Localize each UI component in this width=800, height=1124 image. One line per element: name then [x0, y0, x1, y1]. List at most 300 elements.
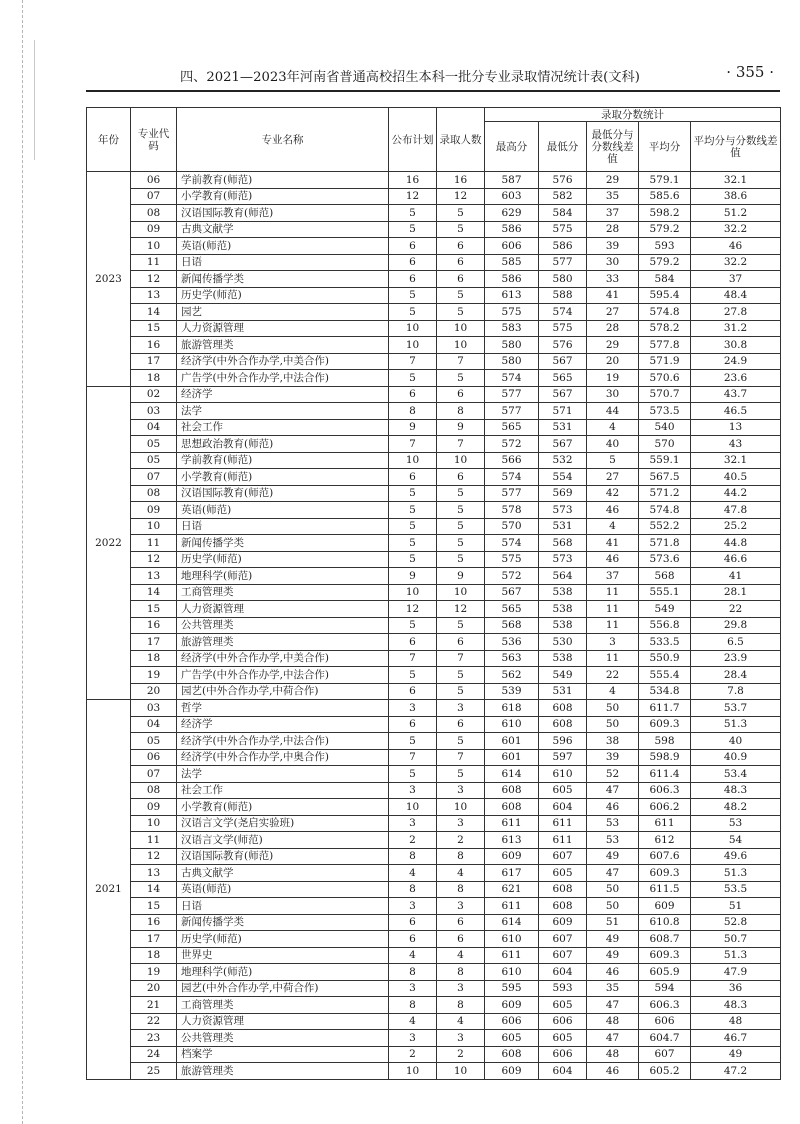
- table-row: [87, 353, 781, 370]
- cell-admitted: 5: [437, 205, 485, 222]
- cell-code: 05: [131, 436, 177, 453]
- cell-avg-over-line: 46: [691, 238, 781, 255]
- cell-max: 570: [485, 518, 539, 535]
- cell-plan: 7: [389, 650, 437, 667]
- cell-min: 575: [539, 221, 587, 238]
- cell-min-over-line: 46: [587, 502, 639, 519]
- cell-max: 572: [485, 568, 539, 585]
- cell-min-over-line: 49: [587, 848, 639, 865]
- cell-plan: 9: [389, 419, 437, 436]
- cell-min: 604: [539, 799, 587, 816]
- cell-plan: 5: [389, 535, 437, 552]
- cell-plan: 10: [389, 584, 437, 601]
- cell-avg: 533.5: [639, 634, 691, 651]
- cell-avg: 549: [639, 601, 691, 618]
- cell-code: 04: [131, 419, 177, 436]
- cell-plan: 9: [389, 568, 437, 585]
- cell-avg-over-line: 32.1: [691, 452, 781, 469]
- cell-admitted: 6: [437, 914, 485, 931]
- table-row: [87, 832, 781, 849]
- table-row: [87, 568, 781, 585]
- cell-avg-over-line: 50.7: [691, 931, 781, 948]
- cell-name: 日语: [177, 254, 389, 271]
- cell-min-over-line: 53: [587, 832, 639, 849]
- cell-avg-over-line: 36: [691, 980, 781, 997]
- cell-plan: 5: [389, 221, 437, 238]
- cell-avg: 609.3: [639, 716, 691, 733]
- cell-max: 609: [485, 1063, 539, 1080]
- cell-name: 经济学: [177, 386, 389, 403]
- cell-admitted: 9: [437, 419, 485, 436]
- cell-min-over-line: 11: [587, 650, 639, 667]
- cell-name: 汉语国际教育(师范): [177, 848, 389, 865]
- col-avg-over-line: 平均分与分数线差值: [691, 122, 781, 172]
- cell-max: 601: [485, 733, 539, 750]
- cell-admitted: 7: [437, 650, 485, 667]
- cell-code: 02: [131, 386, 177, 403]
- cell-plan: 5: [389, 733, 437, 750]
- cell-code: 07: [131, 188, 177, 205]
- cell-admitted: 5: [437, 667, 485, 684]
- cell-avg: 577.8: [639, 337, 691, 354]
- table-row: [87, 320, 781, 337]
- cell-max: 577: [485, 403, 539, 420]
- cell-admitted: 8: [437, 881, 485, 898]
- cell-max: 608: [485, 799, 539, 816]
- cell-code: 15: [131, 898, 177, 915]
- cell-plan: 5: [389, 205, 437, 222]
- cell-min-over-line: 29: [587, 172, 639, 189]
- cell-avg: 605.2: [639, 1063, 691, 1080]
- cell-avg-over-line: 41: [691, 568, 781, 585]
- table-row: [87, 337, 781, 354]
- cell-max: 565: [485, 601, 539, 618]
- cell-avg: 606: [639, 1013, 691, 1030]
- cell-code: 16: [131, 617, 177, 634]
- cell-min: 569: [539, 485, 587, 502]
- cell-avg-over-line: 40.9: [691, 749, 781, 766]
- admission-stats-table: [86, 107, 781, 1080]
- cell-min: 611: [539, 832, 587, 849]
- cell-admitted: 10: [437, 799, 485, 816]
- cell-admitted: 6: [437, 271, 485, 288]
- cell-avg: 585.6: [639, 188, 691, 205]
- cell-max: 583: [485, 320, 539, 337]
- cell-min: 606: [539, 1046, 587, 1063]
- cell-name: 园艺: [177, 304, 389, 321]
- cell-min-over-line: 27: [587, 469, 639, 486]
- cell-plan: 6: [389, 254, 437, 271]
- col-name: 专业名称: [177, 108, 389, 172]
- cell-min-over-line: 50: [587, 881, 639, 898]
- cell-name: 历史学(师范): [177, 287, 389, 304]
- cell-admitted: 3: [437, 898, 485, 915]
- cell-admitted: 6: [437, 254, 485, 271]
- cell-min: 576: [539, 337, 587, 354]
- cell-code: 20: [131, 683, 177, 700]
- cell-max: 567: [485, 584, 539, 601]
- table-row: [87, 733, 781, 750]
- table-row: [87, 551, 781, 568]
- cell-max: 595: [485, 980, 539, 997]
- cell-avg-over-line: 32.1: [691, 172, 781, 189]
- cell-plan: 7: [389, 353, 437, 370]
- cell-plan: 8: [389, 964, 437, 981]
- cell-min: 608: [539, 898, 587, 915]
- cell-code: 13: [131, 865, 177, 882]
- cell-name: 小学教育(师范): [177, 188, 389, 205]
- cell-code: 19: [131, 964, 177, 981]
- cell-name: 新闻传播学类: [177, 914, 389, 931]
- cell-min-over-line: 33: [587, 271, 639, 288]
- cell-admitted: 4: [437, 947, 485, 964]
- cell-avg-over-line: 44.8: [691, 535, 781, 552]
- cell-avg: 605.9: [639, 964, 691, 981]
- cell-name: 人力资源管理: [177, 1013, 389, 1030]
- cell-avg: 573.6: [639, 551, 691, 568]
- cell-name: 法学: [177, 766, 389, 783]
- cell-min: 532: [539, 452, 587, 469]
- cell-min: 538: [539, 617, 587, 634]
- cell-plan: 12: [389, 188, 437, 205]
- cell-plan: 2: [389, 832, 437, 849]
- cell-name: 世界史: [177, 947, 389, 964]
- cell-min: 531: [539, 518, 587, 535]
- cell-plan: 12: [389, 601, 437, 618]
- cell-avg: 574.8: [639, 502, 691, 519]
- cell-name: 人力资源管理: [177, 320, 389, 337]
- cell-admitted: 10: [437, 452, 485, 469]
- cell-code: 11: [131, 535, 177, 552]
- cell-min: 531: [539, 683, 587, 700]
- cell-name: 英语(师范): [177, 881, 389, 898]
- cell-min-over-line: 29: [587, 337, 639, 354]
- col-score-group: 录取分数统计: [485, 108, 781, 122]
- cell-avg: 568: [639, 568, 691, 585]
- table-row: [87, 931, 781, 948]
- cell-admitted: 12: [437, 188, 485, 205]
- cell-max: 574: [485, 370, 539, 387]
- cell-code: 09: [131, 799, 177, 816]
- cell-admitted: 10: [437, 337, 485, 354]
- cell-name: 新闻传播学类: [177, 271, 389, 288]
- cell-max: 586: [485, 271, 539, 288]
- cell-avg-over-line: 32.2: [691, 254, 781, 271]
- cell-avg-over-line: 31.2: [691, 320, 781, 337]
- cell-min: 584: [539, 205, 587, 222]
- table-row: [87, 848, 781, 865]
- cell-max: 574: [485, 535, 539, 552]
- cell-min-over-line: 47: [587, 782, 639, 799]
- cell-avg-over-line: 47.9: [691, 964, 781, 981]
- cell-admitted: 3: [437, 782, 485, 799]
- cell-admitted: 6: [437, 386, 485, 403]
- cell-min-over-line: 51: [587, 914, 639, 931]
- cell-min: 607: [539, 848, 587, 865]
- cell-avg: 594: [639, 980, 691, 997]
- table-row: [87, 980, 781, 997]
- cell-code: 15: [131, 320, 177, 337]
- table-row: [87, 766, 781, 783]
- col-min: 最低分: [539, 122, 587, 172]
- cell-avg-over-line: 53: [691, 815, 781, 832]
- cell-admitted: 7: [437, 436, 485, 453]
- cell-name: 历史学(师范): [177, 551, 389, 568]
- cell-avg-over-line: 32.2: [691, 221, 781, 238]
- cell-name: 经济学(中外合作办学,中奥合作): [177, 749, 389, 766]
- cell-avg-over-line: 49.6: [691, 848, 781, 865]
- cell-avg-over-line: 47.2: [691, 1063, 781, 1080]
- cell-code: 12: [131, 271, 177, 288]
- cell-min: 606: [539, 1013, 587, 1030]
- cell-avg-over-line: 51.3: [691, 865, 781, 882]
- cell-name: 档案学: [177, 1046, 389, 1063]
- cell-max: 562: [485, 667, 539, 684]
- cell-admitted: 5: [437, 518, 485, 535]
- table-row: [87, 205, 781, 222]
- cell-avg: 598: [639, 733, 691, 750]
- cell-min: 568: [539, 535, 587, 552]
- year-cell: 2021: [87, 700, 131, 1080]
- page-header: [86, 62, 780, 86]
- cell-avg: 555.1: [639, 584, 691, 601]
- cell-min-over-line: 50: [587, 700, 639, 717]
- cell-plan: 6: [389, 634, 437, 651]
- cell-avg: 584: [639, 271, 691, 288]
- cell-avg: 606.3: [639, 782, 691, 799]
- cell-code: 05: [131, 452, 177, 469]
- cell-max: 608: [485, 782, 539, 799]
- table-row: [87, 469, 781, 486]
- cell-name: 旅游管理类: [177, 1063, 389, 1080]
- cell-avg-over-line: 43: [691, 436, 781, 453]
- cell-admitted: 5: [437, 287, 485, 304]
- col-max: 最高分: [485, 122, 539, 172]
- cell-avg-over-line: 40: [691, 733, 781, 750]
- cell-plan: 7: [389, 436, 437, 453]
- cell-avg-over-line: 23.9: [691, 650, 781, 667]
- cell-max: 587: [485, 172, 539, 189]
- table-row: [87, 238, 781, 255]
- cell-avg-over-line: 7.8: [691, 683, 781, 700]
- cell-plan: 3: [389, 898, 437, 915]
- cell-code: 13: [131, 287, 177, 304]
- cell-avg: 556.8: [639, 617, 691, 634]
- cell-min: 607: [539, 931, 587, 948]
- cell-code: 19: [131, 667, 177, 684]
- table-row: [87, 634, 781, 651]
- cell-code: 24: [131, 1046, 177, 1063]
- cell-min-over-line: 44: [587, 403, 639, 420]
- cell-min: 573: [539, 502, 587, 519]
- cell-admitted: 5: [437, 551, 485, 568]
- cell-max: 580: [485, 353, 539, 370]
- binding-margin-line: [22, 0, 23, 1124]
- cell-min-over-line: 49: [587, 947, 639, 964]
- cell-name: 历史学(师范): [177, 931, 389, 948]
- cell-min: 538: [539, 584, 587, 601]
- cell-code: 08: [131, 485, 177, 502]
- cell-avg-over-line: 51: [691, 898, 781, 915]
- table-row: [87, 865, 781, 882]
- table-row: [87, 749, 781, 766]
- cell-avg-over-line: 13: [691, 419, 781, 436]
- cell-max: 610: [485, 964, 539, 981]
- table-row: [87, 386, 781, 403]
- cell-avg-over-line: 48.3: [691, 997, 781, 1014]
- cell-avg-over-line: 46.5: [691, 403, 781, 420]
- table-body: [87, 172, 781, 1080]
- cell-name: 经济学(中外合作办学,中美合作): [177, 650, 389, 667]
- cell-avg: 574.8: [639, 304, 691, 321]
- cell-avg: 609.3: [639, 865, 691, 882]
- cell-name: 小学教育(师范): [177, 469, 389, 486]
- year-cell: 2022: [87, 386, 131, 700]
- cell-min: 573: [539, 551, 587, 568]
- cell-plan: 4: [389, 947, 437, 964]
- cell-plan: 6: [389, 271, 437, 288]
- cell-admitted: 10: [437, 320, 485, 337]
- cell-min-over-line: 30: [587, 254, 639, 271]
- cell-admitted: 5: [437, 485, 485, 502]
- cell-code: 15: [131, 601, 177, 618]
- cell-code: 03: [131, 700, 177, 717]
- cell-avg: 552.2: [639, 518, 691, 535]
- cell-code: 25: [131, 1063, 177, 1080]
- table-row: [87, 518, 781, 535]
- cell-min: 605: [539, 1030, 587, 1047]
- cell-min: 596: [539, 733, 587, 750]
- table-row: [87, 683, 781, 700]
- cell-name: 日语: [177, 518, 389, 535]
- cell-avg-over-line: 52.8: [691, 914, 781, 931]
- cell-avg-over-line: 22: [691, 601, 781, 618]
- cell-max: 568: [485, 617, 539, 634]
- cell-avg-over-line: 53.4: [691, 766, 781, 783]
- table-row: [87, 881, 781, 898]
- cell-plan: 2: [389, 1046, 437, 1063]
- cell-min: 604: [539, 1063, 587, 1080]
- cell-code: 17: [131, 634, 177, 651]
- cell-name: 小学教育(师范): [177, 799, 389, 816]
- cell-name: 学前教育(师范): [177, 172, 389, 189]
- cell-min: 577: [539, 254, 587, 271]
- cell-max: 575: [485, 304, 539, 321]
- cell-min: 538: [539, 601, 587, 618]
- cell-avg: 598.9: [639, 749, 691, 766]
- cell-plan: 10: [389, 452, 437, 469]
- cell-avg: 579.1: [639, 172, 691, 189]
- cell-admitted: 10: [437, 584, 485, 601]
- cell-min-over-line: 52: [587, 766, 639, 783]
- cell-name: 园艺(中外合作办学,中荷合作): [177, 980, 389, 997]
- cell-avg: 570.7: [639, 386, 691, 403]
- cell-min-over-line: 47: [587, 997, 639, 1014]
- cell-max: 614: [485, 914, 539, 931]
- cell-min: 605: [539, 782, 587, 799]
- cell-min-over-line: 41: [587, 287, 639, 304]
- cell-avg-over-line: 51.3: [691, 716, 781, 733]
- cell-avg: 606.2: [639, 799, 691, 816]
- table-row: [87, 221, 781, 238]
- cell-min-over-line: 35: [587, 188, 639, 205]
- cell-min: 567: [539, 436, 587, 453]
- cell-avg: 570.6: [639, 370, 691, 387]
- cell-code: 09: [131, 502, 177, 519]
- cell-plan: 8: [389, 881, 437, 898]
- cell-name: 汉语国际教育(师范): [177, 485, 389, 502]
- cell-admitted: 6: [437, 716, 485, 733]
- cell-admitted: 4: [437, 865, 485, 882]
- cell-admitted: 6: [437, 931, 485, 948]
- page-title: 四、2021—2023年河南省普通高校招生本科一批分专业录取情况统计表(文科): [180, 70, 640, 85]
- cell-admitted: 5: [437, 766, 485, 783]
- cell-max: 610: [485, 931, 539, 948]
- cell-min: 588: [539, 287, 587, 304]
- table-row: [87, 485, 781, 502]
- cell-plan: 3: [389, 980, 437, 997]
- cell-avg: 540: [639, 419, 691, 436]
- cell-min-over-line: 37: [587, 205, 639, 222]
- cell-min-over-line: 48: [587, 1013, 639, 1030]
- cell-code: 11: [131, 832, 177, 849]
- cell-avg-over-line: 51.3: [691, 947, 781, 964]
- cell-admitted: 5: [437, 304, 485, 321]
- cell-avg-over-line: 24.9: [691, 353, 781, 370]
- cell-min-over-line: 30: [587, 386, 639, 403]
- cell-avg: 610.8: [639, 914, 691, 931]
- cell-name: 社会工作: [177, 782, 389, 799]
- cell-plan: 5: [389, 287, 437, 304]
- cell-min: 576: [539, 172, 587, 189]
- cell-min: 549: [539, 667, 587, 684]
- table-row: [87, 617, 781, 634]
- cell-code: 06: [131, 172, 177, 189]
- cell-min-over-line: 27: [587, 304, 639, 321]
- cell-min: 608: [539, 700, 587, 717]
- cell-min: 604: [539, 964, 587, 981]
- cell-max: 575: [485, 551, 539, 568]
- cell-name: 广告学(中外合作办学,中法合作): [177, 667, 389, 684]
- cell-admitted: 9: [437, 568, 485, 585]
- cell-avg: 567.5: [639, 469, 691, 486]
- cell-min-over-line: 46: [587, 1063, 639, 1080]
- cell-name: 人力资源管理: [177, 601, 389, 618]
- cell-admitted: 7: [437, 749, 485, 766]
- cell-code: 09: [131, 221, 177, 238]
- cell-name: 经济学(中外合作办学,中法合作): [177, 733, 389, 750]
- cell-avg: 611.7: [639, 700, 691, 717]
- cell-plan: 3: [389, 815, 437, 832]
- col-code: 专业代码: [131, 108, 177, 172]
- cell-name: 经济学: [177, 716, 389, 733]
- table-row: [87, 271, 781, 288]
- cell-avg: 550.9: [639, 650, 691, 667]
- cell-min-over-line: 42: [587, 485, 639, 502]
- cell-avg-over-line: 48: [691, 1013, 781, 1030]
- cell-admitted: 6: [437, 238, 485, 255]
- cell-max: 606: [485, 1013, 539, 1030]
- cell-min: 564: [539, 568, 587, 585]
- cell-code: 04: [131, 716, 177, 733]
- cell-code: 23: [131, 1030, 177, 1047]
- cell-avg: 579.2: [639, 254, 691, 271]
- cell-min-over-line: 37: [587, 568, 639, 585]
- cell-code: 08: [131, 205, 177, 222]
- cell-code: 06: [131, 749, 177, 766]
- cell-avg: 609.3: [639, 947, 691, 964]
- cell-min: 593: [539, 980, 587, 997]
